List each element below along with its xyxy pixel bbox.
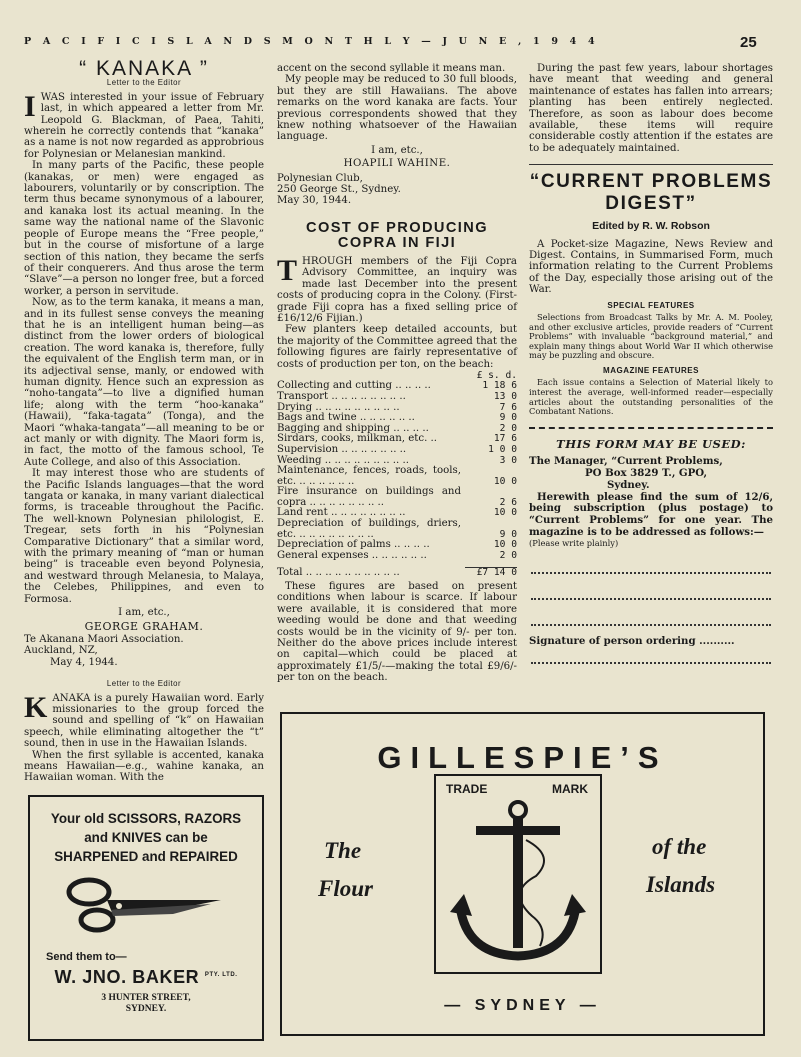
- copra-para-1: THROUGH members of the Fiji Copra Advisory Committee, an inquiry was made last December into the present costs of producing copra in the Colony. (First-grade Fiji copra has a fixed selling price of £16/12/6 Fijian.): [277, 253, 517, 324]
- copra-para-3: These figures are based on present conditions when labour is scarce. If labour were available, it is considered that more weeding would be done and that weeding costs would be in the vicinity of 9/- per ton. Neither do the above prices include interest on capital—which could be placed at approximately £1/5/-—making the total £9/6/- per ton on the beach.: [277, 581, 517, 684]
- cost-amount: 1 18 6: [482, 380, 517, 392]
- signature-label: Signature of person ordering ..........: [529, 635, 735, 648]
- letter1-address-3: May 4, 1944.: [50, 656, 118, 668]
- cost-amount: 1 0 0: [488, 443, 517, 455]
- letter1-address-1: Te Akanana Maori Association.: [24, 633, 184, 645]
- cost-row: [277, 466, 517, 487]
- form-text: Herewith please find the sum of 12/6, being subscription (plus postage) to “Current Problems” for one year. The magazine is to be addressed as follows:—: [529, 490, 773, 539]
- gillespie-right-text: [646, 828, 715, 904]
- column-left: [24, 57, 264, 784]
- cost-amount: 10 0: [493, 475, 517, 487]
- trade-label: TRADE: [446, 782, 488, 796]
- dropcap-t: T: [277, 253, 298, 287]
- section-divider: [529, 164, 773, 165]
- baker-send-label: Send them to—: [46, 951, 127, 963]
- cost-amount: 7 6: [499, 401, 517, 413]
- ad-gillespie: [280, 712, 765, 1036]
- ad-baker: [28, 795, 264, 1041]
- address-line-2[interactable]: [531, 574, 771, 600]
- cost-amount: 10 0: [493, 507, 517, 519]
- trademark-box: [434, 774, 602, 974]
- letter2-address-3: May 30, 1944.: [277, 195, 352, 207]
- letter2-cont-1: accent on the second syllable it means man.: [277, 63, 506, 74]
- cost-row: [277, 519, 517, 540]
- copra-title: COST OF PRODUCING COPRA IN FIJI: [306, 219, 488, 251]
- cost-amount: 2 0: [499, 422, 517, 434]
- cost-row: [277, 487, 517, 508]
- cost-row: [277, 445, 517, 456]
- letter2-label: Letter to the Editor: [106, 679, 182, 689]
- magazine-features-text: Each issue contains a Selection of Material likely to interest the average, well-informed reader—especially articles about the outstanding personalities of the Combatant Nations.: [529, 377, 773, 417]
- copra-para-4: During the past few years, labour shortages have meant that weeding and general maintenance of estates has fallen into arrears; planting has been entirely neglected. Therefore, as soon as labour does become available, these items will require considerable costly attention if the estates are to be adequately maintained.: [529, 63, 773, 154]
- total-amount: £7 14 0: [465, 568, 517, 579]
- cost-item: Depreciation of palms .. .. .. ..: [277, 539, 430, 551]
- letter1-closing: I am, etc.,: [118, 607, 170, 619]
- address-line-3[interactable]: [531, 600, 771, 626]
- total-row: [277, 568, 517, 579]
- form-address-3: Sydney.: [607, 478, 650, 491]
- cost-row: [277, 392, 517, 403]
- signature-line[interactable]: [531, 648, 771, 664]
- total-label: Total .. .. .. .. .. .. .. .. .. ..: [277, 567, 400, 579]
- special-features-text: Selections from Broadcast Talks by Mr. A. M. Pooley, and other exclusive articles, provide readers of “Current Problems” with invaluable “background material,” and explain many things about World War II which otherwise may be puzzling and obscure.: [529, 312, 773, 361]
- cost-item: Fire insurance on buildings and copra .. .. .. .. .. .. .. ..: [277, 486, 461, 508]
- cost-amount: 3 0: [499, 454, 517, 466]
- form-address-2: PO Box 3829 T., GPO,: [585, 467, 708, 480]
- cost-row: [277, 551, 517, 562]
- cost-item: Weeding .. .. .. .. .. .. .. .. ..: [277, 454, 409, 466]
- baker-city: SYDNEY.: [125, 1004, 167, 1014]
- left-text-the: The: [324, 838, 362, 863]
- letter1-para-3: Now, as to the term kanaka, it means a man, and in its fullest sense conveys the meaning that he is an intelligent human being—as distinct from the lower orders of biological creation. The word kanaka is, therefore, fully the equivalent of the English term man, or in its adjectival sense, manly, or endowed with human dignity. Hence such an expression as “noho-tangata”—to live a dignified human life; along with the term “hoo-kanaka” (Hawaii), “faka-tagata” (Tonga), and the Maori “whaka-tangata”—all meaning to be or act manly or with dignity. The Maori form is, in fact, the motto of the famous school, Te Aute College, and also of this Association.: [24, 297, 264, 468]
- cpd-intro: A Pocket-size Magazine, News Review and Digest. Contains, in Summarised Form, much information relating to the Current Problems of the Day, especially those arising out of the War.: [529, 238, 773, 296]
- page-number: 25: [740, 34, 757, 51]
- cpd-editor: Edited by R. W. Robson: [592, 220, 710, 233]
- cost-amount: 17 6: [493, 433, 517, 445]
- magazine-features-head: MAGAZINE FEATURES: [603, 366, 699, 376]
- cost-item: Land rent .. .. .. .. .. .. .. ..: [277, 507, 406, 519]
- letter1-para-4: It may interest those who are students of the Pacific Islands languages—that the word tangata or kanaka, in many variant dialectical forms, is traceable throughout the Pacific. The well-known Polynesian philologist, E. Tregear, sets forth in his “Polynesian Comparative Dictionary” that a similar word, with the primary meaning of “man or human being” is traceable even beyond Polynesia, and westward through Melanesia, to Malaya, the Celebes, Philippines, and even to Formosa.: [24, 468, 264, 605]
- letter2-closing: I am, etc.,: [371, 144, 423, 156]
- letter2-para-1: KANAKA is a purely Hawaiian word. Early missionaries to the group forced the sound and spelling of “k” on Hawaiian speech, while eliminating altogether the “t” sound, then in use in the Hawaiian Islands.: [24, 690, 264, 750]
- dropcap-k: K: [24, 690, 48, 724]
- form-note: (Please write plainly): [529, 537, 619, 548]
- letter1-para-2: In many parts of the Pacific, these people (kanakas, or men) were engaged as labourers, voluntarily or by conscription. The term thus became synonymous of a labourer, and kanaka lost its actual meaning. In the same way the national name of the Slavonic people of Europe means the “Free people,” but in the course of misfortune of a large section of this nation, they became the serfs of their conquerers. And thus arose the term “Slave”—a person no longer free, but a forced worker, a person in servitude.: [24, 160, 264, 297]
- scissors-icon: [61, 870, 231, 940]
- cost-item: Supervision .. .. .. .. .. .. ..: [277, 443, 407, 455]
- baker-headline-2: and KNIVES can be: [84, 830, 208, 845]
- cost-table: [277, 381, 517, 561]
- baker-street: 3 HUNTER STREET,: [101, 993, 191, 1003]
- address-line-1[interactable]: [531, 548, 771, 574]
- cost-item: Transport .. .. .. .. .. .. .. ..: [277, 390, 406, 402]
- anchor-icon: [436, 796, 600, 972]
- baker-headline-3: SHARPENED and REPAIRED: [54, 849, 238, 864]
- right-text-islands: Islands: [646, 872, 716, 897]
- cost-amount: 2 0: [499, 549, 517, 561]
- letter1-para-1: IWAS interested in your issue of February last, in which appeared a letter from Mr. Leopold G. Blackman, of Paea, Tahiti, wherein he correctly contends that “kanaka” as a name is not now regarded as approbrious for Polynesian or Melanesian mankind.: [24, 89, 264, 160]
- cost-item: Maintenance, fences, roads, tools, etc. .. .. .. .. .. ..: [277, 465, 461, 487]
- letter1-address-2: Auckland, NZ,: [24, 645, 98, 657]
- letter-label: Letter to the Editor: [106, 78, 182, 88]
- cost-amount: 9 0: [499, 412, 517, 424]
- cost-item: Bagging and shipping .. .. .. ..: [277, 422, 429, 434]
- baker-headline-1: Your old SCISSORS, RAZORS: [50, 811, 242, 826]
- cost-item: Depreciation of buildings, driers, etc. .. .. .. .. .. .. .. ..: [277, 518, 461, 540]
- letter2-address-2: 250 George St., Sydney.: [277, 184, 401, 196]
- form-address-1: The Manager, “Current Problems,: [529, 455, 723, 468]
- gillespie-left-text: [318, 832, 373, 908]
- letter2-cont-2: My people may be reduced to 30 full bloods, but they are still Hawaiians. The above remarks on the word kanaka are facts. Your previous correspondents showed that they knew nothing whatsoever of the Hawaiian language.: [277, 74, 517, 143]
- letter2-para-2: When the first syllable is accented, kanaka means Hawaiian—e.g., wahine kanaka, an Hawaiian woman. With the: [24, 749, 264, 784]
- cost-item: General expenses .. .. .. .. .. ..: [277, 549, 427, 561]
- form-title: THIS FORM MAY BE USED:: [556, 436, 746, 451]
- gillespie-city: — SYDNEY —: [444, 997, 601, 1014]
- special-features-head: SPECIAL FEATURES: [607, 300, 695, 310]
- cpd-title: “CURRENT PROBLEMS DIGEST”: [529, 171, 773, 215]
- baker-suffix: PTY. LTD.: [204, 972, 238, 978]
- cost-item: Sirdars, cooks, milkman, etc. ..: [277, 433, 438, 445]
- column-middle: [277, 63, 517, 684]
- cost-amount: 13 0: [493, 390, 517, 402]
- dropcap-i: I: [24, 89, 36, 123]
- baker-name: W. JNO. BAKER $^{PTY. LTD.}$: [54, 967, 238, 987]
- mark-label: MARK: [552, 782, 588, 796]
- baker-address: [30, 993, 262, 1015]
- cost-amount: 2 6: [499, 496, 517, 508]
- letter1-signature: GEORGE GRAHAM.: [84, 619, 204, 633]
- cut-line: [529, 427, 773, 429]
- cost-item: Collecting and cutting .. .. .. ..: [277, 380, 431, 392]
- kanaka-title: “ KANAKA ”: [79, 57, 209, 80]
- column-right: [529, 63, 773, 664]
- gillespie-title: GILLESPIE’S: [377, 740, 668, 775]
- cost-total: [277, 567, 517, 579]
- cost-amount: 9 0: [499, 528, 517, 540]
- baker-headline: [30, 809, 262, 866]
- left-text-flour: Flour: [318, 876, 373, 901]
- running-head: P A C I F I C I S L A N D S M O N T H L Y — J U N E , 1 9 4 4: [24, 36, 599, 47]
- currency-header: £ s. d.: [476, 369, 517, 381]
- right-text-of-the: of the: [652, 834, 707, 859]
- cost-item: Bags and twine .. .. .. .. .. ..: [277, 412, 415, 424]
- cost-amount: 10 0: [493, 539, 517, 551]
- letter2-address-1: Polynesian Club,: [277, 172, 363, 184]
- letter2-signature: HOAPILI WAHINE.: [343, 158, 451, 170]
- cost-item: Drying .. .. .. .. .. .. .. .. ..: [277, 401, 400, 413]
- copra-para-2: Few planters keep detailed accounts, but the majority of the Committee agreed that the following figures are fairly representative of costs of production per ton, on the beach:: [277, 324, 517, 370]
